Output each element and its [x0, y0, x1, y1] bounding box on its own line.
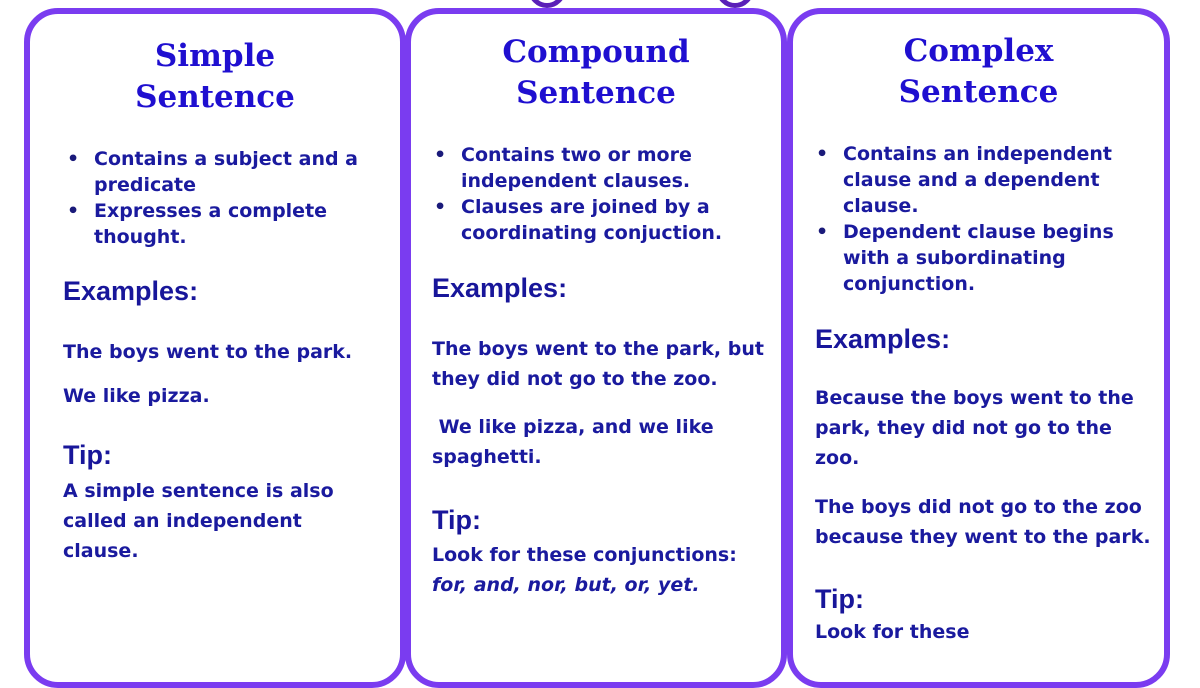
- tip-heading: Tip:: [432, 505, 481, 535]
- list-item: [64, 198, 384, 250]
- definition-list: [64, 146, 384, 250]
- definition-list: [431, 142, 761, 246]
- list-item: [813, 219, 1133, 297]
- tip-text: A simple sentence is also called an independent clause.: [63, 480, 334, 562]
- list-item: [64, 146, 384, 198]
- definition-list: [813, 141, 1133, 297]
- complex-sentence-card: [787, 8, 1170, 688]
- bullet-icon: •: [816, 143, 829, 165]
- examples-heading: Examples:: [63, 276, 199, 306]
- examples-heading: Examples:: [815, 324, 951, 354]
- bullet-icon: •: [67, 148, 80, 170]
- compound-sentence-card: [405, 8, 787, 688]
- bullet-text: Contains an independent clause and a dependent clause.: [843, 143, 1112, 217]
- bullet-text: Expresses a complete thought.: [94, 200, 328, 248]
- list-item: [431, 142, 761, 194]
- card-title-line: Simple: [154, 38, 276, 74]
- card-title-line: Compound: [502, 34, 690, 70]
- card-title: [30, 36, 400, 118]
- bullet-icon: •: [434, 144, 447, 166]
- example-sentence: The boys went to the park.: [63, 341, 353, 363]
- example-sentence: The boys went to the park, but they did not go to the zoo.: [432, 338, 771, 390]
- example-sentence: The boys did not go to the zoo because they went to the park.: [815, 496, 1151, 548]
- conjunction-list: for, and, nor, but, or, yet.: [432, 574, 700, 596]
- tip-text: Look for these conjunctions:: [432, 544, 737, 566]
- card-title: [411, 32, 781, 114]
- list-item: [431, 194, 761, 246]
- card-title: [793, 31, 1164, 113]
- bullet-text: Clauses are joined by a coordinating conjuction.: [461, 196, 723, 244]
- example-sentence: Because the boys went to the park, they did not go to the zoo.: [815, 387, 1134, 469]
- bullet-icon: •: [816, 221, 829, 243]
- bullet-text: Dependent clause begins with a subordinating conjunction.: [843, 221, 1114, 295]
- card-title-line: Sentence: [898, 74, 1059, 110]
- examples-heading: Examples:: [432, 273, 568, 303]
- tip-heading: Tip:: [815, 584, 864, 614]
- example-sentence: We like pizza.: [63, 385, 210, 407]
- card-title-line: Complex: [903, 33, 1054, 69]
- card-title-line: Sentence: [516, 75, 676, 111]
- bullet-icon: •: [434, 196, 447, 218]
- bullet-text: Contains two or more independent clauses.: [461, 144, 692, 192]
- card-title-line: Sentence: [135, 79, 295, 115]
- bullet-text: Contains a subject and a predicate: [94, 148, 359, 196]
- list-item: [813, 141, 1133, 219]
- tip-text: Look for these: [815, 621, 970, 643]
- cropped-page-title: [520, 0, 760, 4]
- bullet-icon: •: [67, 200, 80, 222]
- simple-sentence-card: [24, 8, 406, 688]
- title-glyph-fragment: [716, 0, 754, 8]
- title-glyph-fragment: [528, 0, 566, 8]
- tip-heading: Tip:: [63, 440, 112, 470]
- example-sentence: We like pizza, and we like spaghetti.: [432, 416, 721, 468]
